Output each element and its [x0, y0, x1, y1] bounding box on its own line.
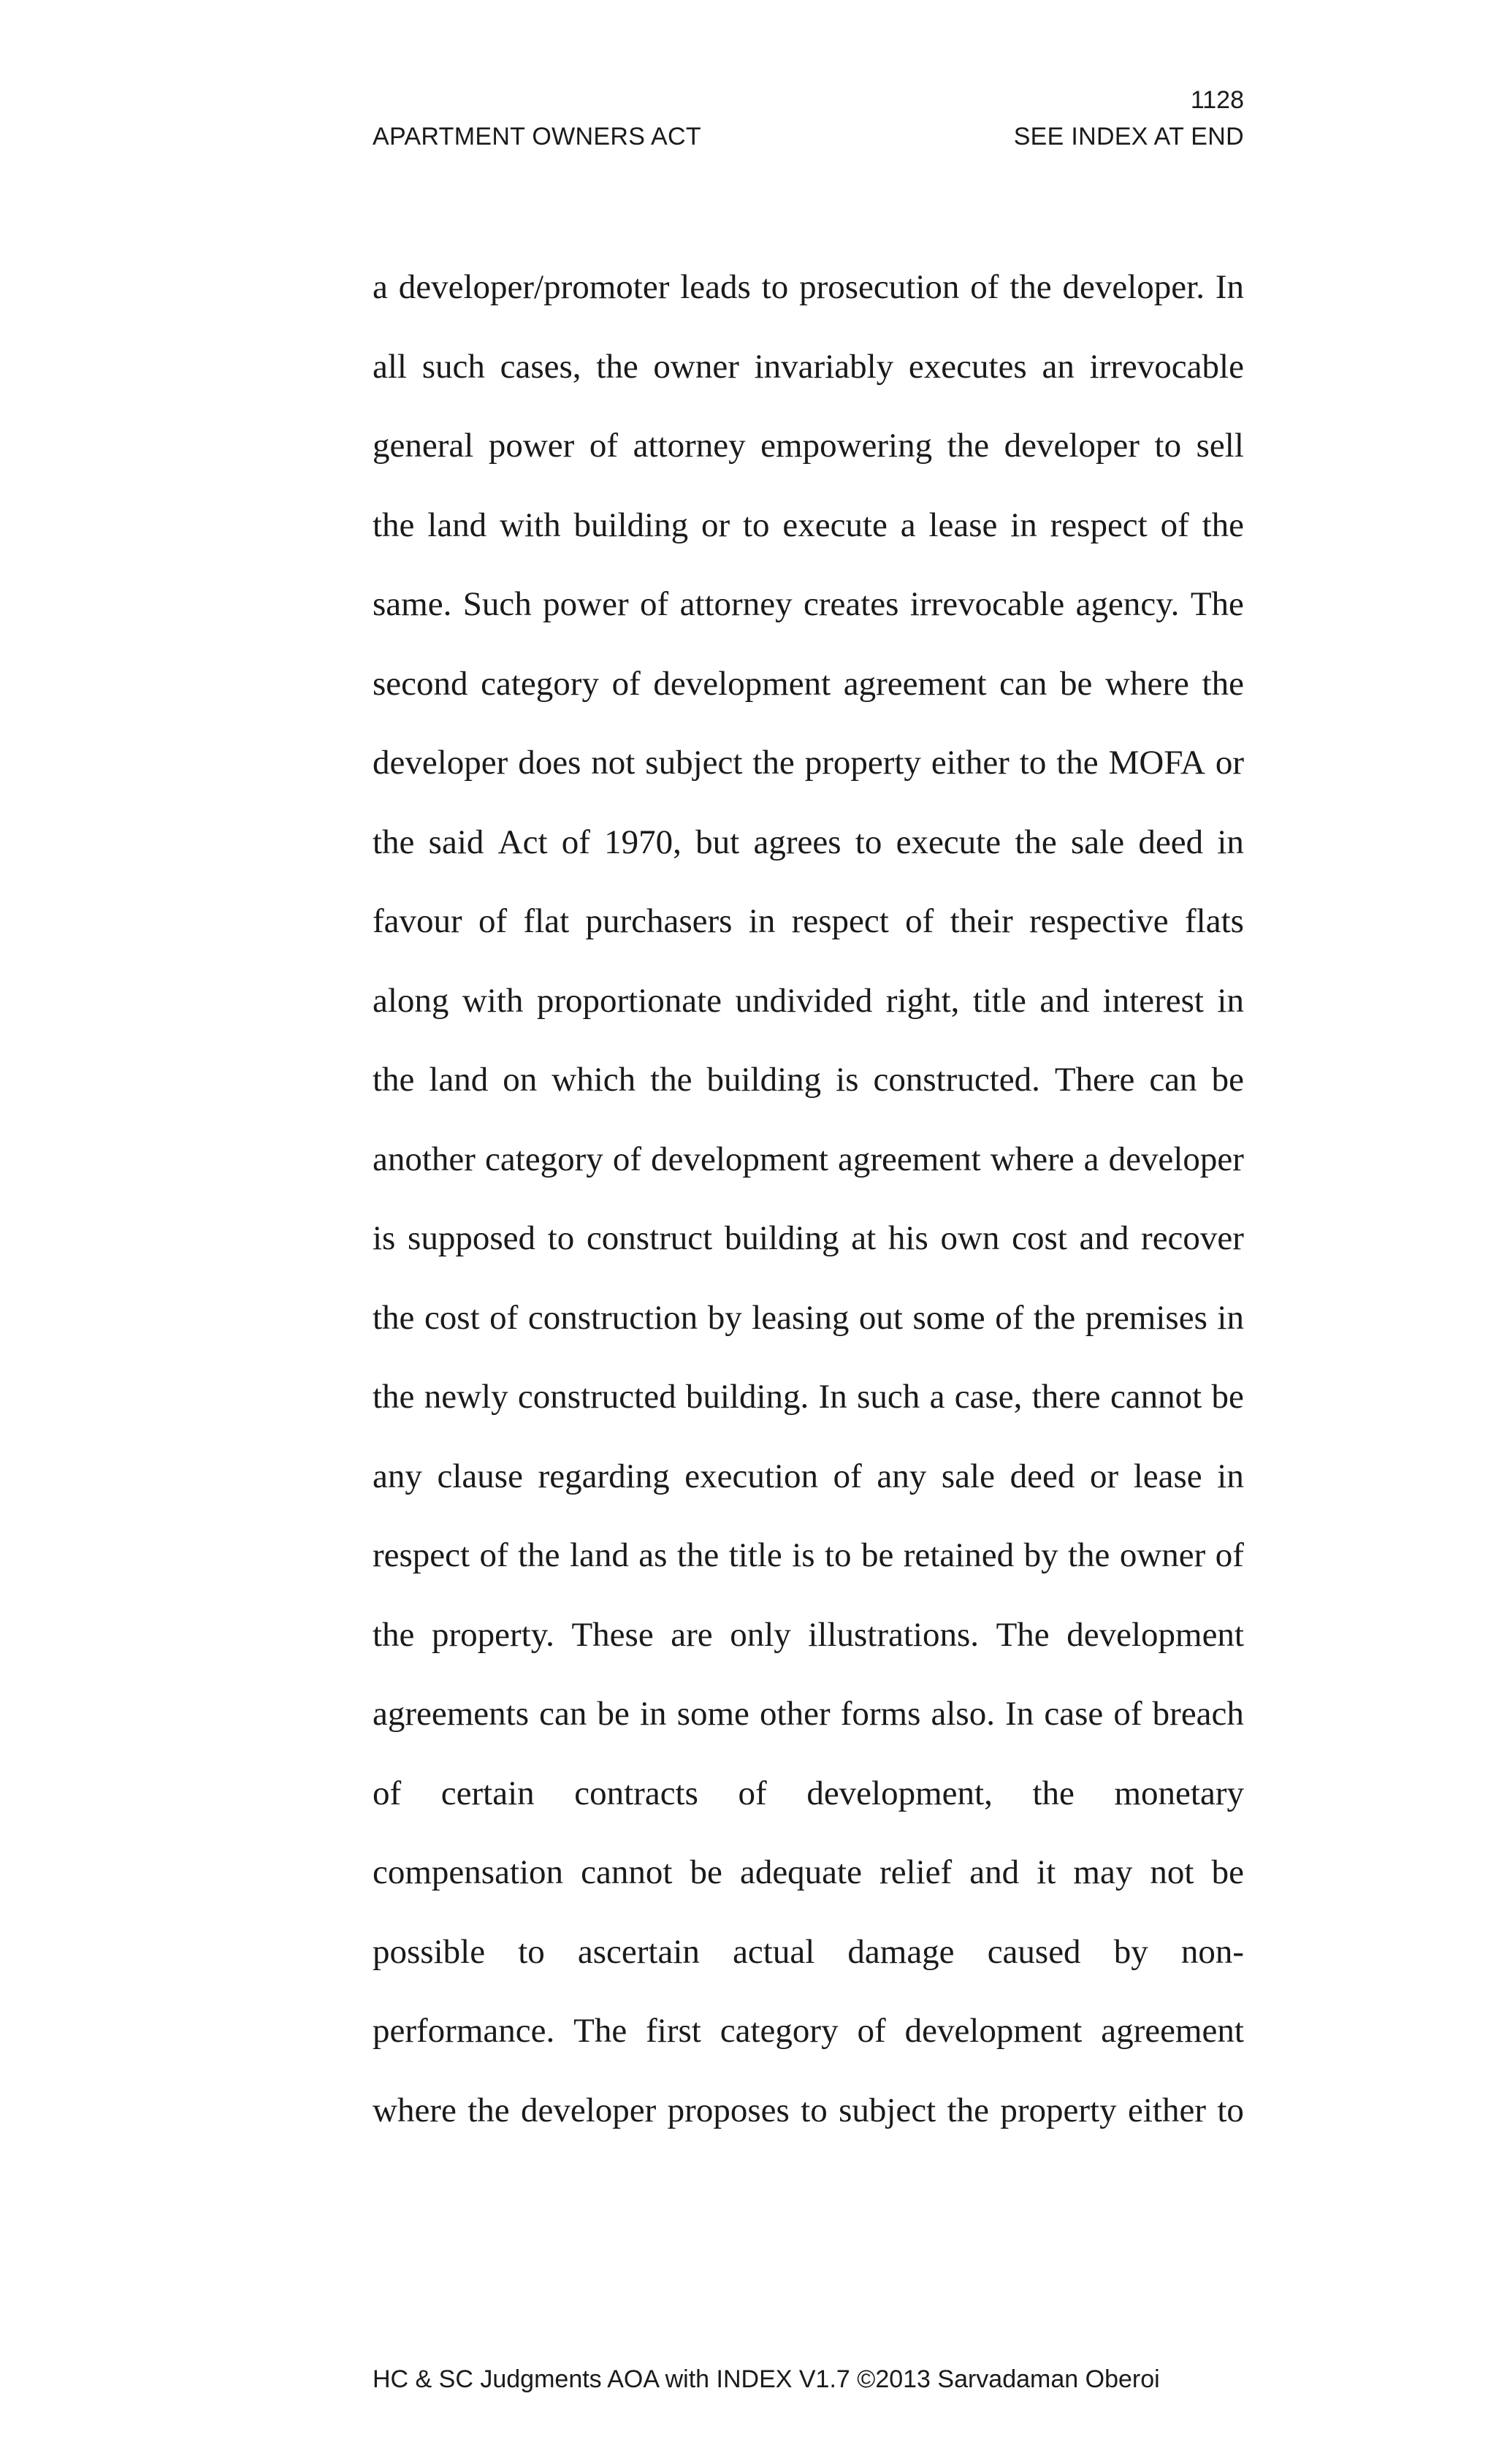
body-line	[373, 1847, 1244, 1926]
word: either	[931, 744, 1010, 782]
word: the	[1015, 823, 1057, 861]
word: category	[481, 664, 599, 703]
word: to	[761, 268, 789, 306]
body-line	[373, 896, 1244, 975]
word: development	[904, 2012, 1083, 2050]
word: subject	[839, 2091, 936, 2129]
word: monetary	[1114, 1774, 1244, 1812]
word: on	[503, 1061, 538, 1099]
word: construction	[527, 1298, 698, 1337]
word: agreements	[373, 1695, 530, 1733]
body-line	[373, 262, 1244, 341]
word: sell	[1196, 427, 1244, 465]
word: be	[1211, 1061, 1244, 1099]
word: interest	[1102, 981, 1204, 1020]
word: be	[1060, 664, 1093, 703]
word: right,	[885, 981, 960, 1020]
word: leads	[680, 268, 751, 306]
word: caused	[987, 1932, 1081, 1971]
word: the	[947, 2091, 990, 2129]
word: of	[640, 585, 669, 623]
word: of	[561, 823, 590, 861]
word: the	[1067, 1536, 1110, 1574]
word: development	[653, 664, 831, 703]
word: There	[1054, 1061, 1135, 1099]
word: property	[1000, 2091, 1117, 2129]
body-line	[373, 1371, 1244, 1451]
word: title	[728, 1536, 782, 1574]
body-line	[373, 2005, 1244, 2085]
word: 1970,	[604, 823, 682, 861]
word: are	[671, 1615, 713, 1654]
word: is	[792, 1536, 815, 1574]
page-number: 1128	[1190, 86, 1244, 114]
word: illustrations.	[808, 1615, 980, 1654]
word: of	[478, 902, 508, 940]
word: with	[500, 506, 561, 544]
word: The	[1190, 585, 1244, 623]
word: first	[646, 2012, 701, 2050]
word: at	[851, 1219, 877, 1257]
word: the	[468, 2091, 510, 2129]
body-line	[373, 1688, 1244, 1768]
body-line	[373, 1530, 1244, 1609]
word: and	[1039, 981, 1090, 1020]
word: where	[990, 1140, 1075, 1178]
word: undivided	[735, 981, 873, 1020]
word: owner	[1119, 1536, 1206, 1574]
body-line	[373, 1134, 1244, 1213]
word: in	[640, 1695, 667, 1733]
word: by	[707, 1298, 742, 1337]
word: sale	[1071, 823, 1125, 861]
word: to	[825, 1536, 852, 1574]
word: breach	[1152, 1695, 1244, 1733]
word: be	[690, 1853, 722, 1891]
word: category	[720, 2012, 839, 2050]
word: or	[701, 506, 730, 544]
body-line	[373, 1768, 1244, 1847]
word: land	[429, 1061, 489, 1099]
word: some	[676, 1695, 749, 1733]
word: may	[1073, 1853, 1133, 1891]
word: be	[1211, 1853, 1244, 1891]
word: to	[855, 823, 882, 861]
word: proportionate	[536, 981, 722, 1020]
word: and	[969, 1853, 1020, 1891]
body-line	[373, 658, 1244, 738]
word: category	[485, 1140, 603, 1178]
word: as	[638, 1536, 668, 1574]
body-line	[373, 1926, 1244, 2006]
word: supposed	[408, 1219, 535, 1257]
word: the	[752, 744, 795, 782]
word: to	[1019, 744, 1047, 782]
word: with	[462, 981, 524, 1020]
word: constructed	[517, 1378, 676, 1416]
word: power	[488, 427, 575, 465]
body-line	[373, 1609, 1244, 1689]
word: execute	[782, 506, 888, 544]
word: and	[1079, 1219, 1129, 1257]
word: respect	[373, 1536, 470, 1574]
word: second	[373, 664, 468, 703]
word: agreement	[1101, 2012, 1244, 2050]
word: own	[940, 1219, 1000, 1257]
word: respect	[791, 902, 889, 940]
word: of	[489, 1298, 519, 1337]
word: forms	[840, 1695, 921, 1733]
word: to	[801, 2091, 828, 2129]
word: proposes	[667, 2091, 790, 2129]
word: cases,	[500, 347, 581, 386]
word: cannot	[581, 1853, 673, 1891]
word: the	[1033, 1298, 1076, 1337]
word: the	[1056, 744, 1099, 782]
word: of	[738, 1774, 767, 1812]
word: there	[1031, 1378, 1101, 1416]
word: any	[373, 1457, 422, 1495]
word: respect	[1050, 506, 1148, 544]
word: agreement	[837, 1140, 981, 1178]
word: building	[706, 1061, 822, 1099]
word: of	[833, 1457, 862, 1495]
word: execution	[684, 1457, 818, 1495]
word: is	[373, 1219, 396, 1257]
word: an	[1042, 347, 1075, 386]
word: does	[518, 744, 581, 782]
word: the	[676, 1536, 720, 1574]
word: of	[612, 1140, 642, 1178]
word: a	[900, 506, 916, 544]
body-line	[373, 737, 1244, 817]
word: by	[1023, 1536, 1058, 1574]
word: the	[650, 1061, 692, 1099]
word: agreement	[843, 664, 987, 703]
word: such	[421, 347, 485, 386]
word: the	[1202, 664, 1244, 703]
word: building	[724, 1219, 839, 1257]
word: developer	[521, 2091, 657, 2129]
word: can	[539, 1695, 587, 1733]
word: in	[748, 902, 776, 940]
word: ascertain	[577, 1932, 700, 1971]
body-line	[373, 1213, 1244, 1292]
word: the	[373, 1298, 415, 1337]
word: the	[373, 823, 415, 861]
word: Act	[497, 823, 548, 861]
word: title	[972, 981, 1026, 1020]
word: contracts	[574, 1774, 698, 1812]
word: can	[1149, 1061, 1197, 1099]
word: irrevocable	[1089, 347, 1244, 386]
body-line	[373, 2085, 1244, 2164]
word: respective	[1029, 902, 1169, 940]
word: actual	[733, 1932, 815, 1971]
word: creates	[803, 585, 899, 623]
word: In	[1005, 1695, 1034, 1733]
body-paragraph	[373, 262, 1244, 2164]
word: in	[1217, 981, 1244, 1020]
word: all	[373, 347, 407, 386]
word: In	[818, 1378, 847, 1416]
word: which	[552, 1061, 636, 1099]
word: not	[591, 744, 636, 782]
word: said	[428, 823, 484, 861]
word: developer	[1004, 427, 1140, 465]
word: to	[1217, 2091, 1244, 2129]
word: constructed.	[873, 1061, 1040, 1099]
word: be	[1211, 1378, 1244, 1416]
word: the	[373, 1378, 415, 1416]
word: of	[1160, 506, 1189, 544]
body-line	[373, 420, 1244, 500]
word: development,	[806, 1774, 993, 1812]
word: relief	[879, 1853, 953, 1891]
word: damage	[847, 1932, 955, 1971]
word: their	[950, 902, 1013, 940]
word: developer	[1108, 1140, 1244, 1178]
word: The	[996, 1615, 1050, 1654]
word: in	[1217, 823, 1244, 861]
word: a	[929, 1378, 945, 1416]
word: to	[1154, 427, 1182, 465]
word: another	[373, 1140, 476, 1178]
word: of	[905, 902, 934, 940]
word: Such	[462, 585, 532, 623]
word: to	[742, 506, 770, 544]
word: cost	[1012, 1219, 1067, 1257]
word: deed	[1138, 823, 1204, 861]
word: purchasers	[585, 902, 733, 940]
word: premises	[1085, 1298, 1207, 1337]
word: developer.	[1062, 268, 1205, 306]
word: MOFA	[1108, 744, 1205, 782]
word: execute	[896, 823, 1001, 861]
word: the	[373, 1061, 415, 1099]
word: subject	[645, 744, 743, 782]
word: development	[651, 1140, 828, 1178]
word: not	[1150, 1853, 1194, 1891]
word: possible	[373, 1932, 486, 1971]
word: agency.	[1075, 585, 1180, 623]
word: to	[518, 1932, 545, 1971]
word: leasing	[752, 1298, 850, 1337]
word: prosecution	[799, 268, 960, 306]
word: of	[1215, 1536, 1244, 1574]
word: where	[373, 2091, 457, 2129]
word: in	[1217, 1298, 1244, 1337]
word: cannot	[1110, 1378, 1202, 1416]
word: building.	[685, 1378, 809, 1416]
word: the	[373, 506, 415, 544]
word: of	[995, 1298, 1024, 1337]
word: the	[373, 1615, 415, 1654]
word: same.	[373, 585, 452, 623]
word: also.	[931, 1695, 995, 1733]
word: only	[730, 1615, 791, 1654]
body-line	[373, 817, 1244, 896]
word: by	[1113, 1932, 1148, 1971]
word: agrees	[753, 823, 842, 861]
word: flats	[1185, 902, 1244, 940]
word: development	[1066, 1615, 1244, 1654]
word: non-	[1180, 1932, 1244, 1971]
word: or	[1089, 1457, 1119, 1495]
word: case	[1044, 1695, 1104, 1733]
word: of	[479, 1536, 508, 1574]
word: deed	[1010, 1457, 1075, 1495]
word: either	[1128, 2091, 1206, 2129]
body-line	[373, 1292, 1244, 1372]
word: newly	[424, 1378, 508, 1416]
page-footer: HC & SC Judgments AOA with INDEX V1.7 ©2013 Sarvadaman Oberoi	[373, 2365, 1160, 2393]
word: out	[858, 1298, 903, 1337]
word: invariably	[754, 347, 894, 386]
body-line	[373, 341, 1244, 421]
word: clause	[437, 1457, 523, 1495]
word: other	[760, 1695, 831, 1733]
word: along	[373, 981, 449, 1020]
word: a	[1083, 1140, 1099, 1178]
word: adequate	[739, 1853, 862, 1891]
word: lease	[928, 506, 998, 544]
word: certain	[440, 1774, 535, 1812]
word: recover	[1141, 1219, 1244, 1257]
body-line	[373, 1054, 1244, 1134]
word: general	[373, 427, 474, 465]
word: cost	[424, 1298, 480, 1337]
word: of	[611, 664, 641, 703]
word: the	[1010, 268, 1052, 306]
word: property	[804, 744, 921, 782]
word: it	[1037, 1853, 1056, 1891]
word: empowering	[760, 427, 933, 465]
word: his	[888, 1219, 928, 1257]
word: developer/promoter	[398, 268, 670, 306]
word: of	[857, 2012, 886, 2050]
word: in	[1010, 506, 1037, 544]
word: be	[597, 1695, 630, 1733]
word: but	[695, 823, 740, 861]
word: attorney	[679, 585, 793, 623]
body-line	[373, 500, 1244, 579]
word: construct	[586, 1219, 713, 1257]
word: the	[1032, 1774, 1075, 1812]
word: be	[860, 1536, 894, 1574]
word: irrevocable	[909, 585, 1065, 623]
word: to	[547, 1219, 575, 1257]
word: in	[1217, 1457, 1244, 1495]
word: regarding	[538, 1457, 670, 1495]
word: land	[427, 506, 487, 544]
body-line	[373, 975, 1244, 1055]
word: land	[569, 1536, 629, 1574]
word: or	[1215, 744, 1244, 782]
word: of	[1113, 1695, 1142, 1733]
word: lease	[1133, 1457, 1202, 1495]
word: performance.	[373, 2012, 555, 2050]
word: some	[912, 1298, 985, 1337]
word: building	[573, 506, 689, 544]
word: the	[518, 1536, 560, 1574]
body-line	[373, 579, 1244, 658]
word: any	[877, 1457, 927, 1495]
running-header-index-note: SEE INDEX AT END	[1013, 123, 1244, 150]
word: developer	[373, 744, 508, 782]
body-line	[373, 1451, 1244, 1530]
word: of	[589, 427, 619, 465]
word: attorney	[633, 427, 746, 465]
word: executes	[908, 347, 1027, 386]
word: of	[373, 1774, 402, 1812]
running-header-title: APARTMENT OWNERS ACT	[373, 123, 701, 150]
word: case,	[954, 1378, 1023, 1416]
word: flat	[523, 902, 570, 940]
word: can	[999, 664, 1047, 703]
word: such	[857, 1378, 920, 1416]
word: where	[1105, 664, 1189, 703]
word: favour	[373, 902, 462, 940]
word: power	[543, 585, 629, 623]
word: retained	[903, 1536, 1015, 1574]
word: of	[970, 268, 999, 306]
word: the	[1202, 506, 1244, 544]
word: property.	[431, 1615, 554, 1654]
word: the	[596, 347, 638, 386]
word: owner	[653, 347, 739, 386]
word: sale	[941, 1457, 995, 1495]
word: These	[571, 1615, 654, 1654]
word: the	[947, 427, 990, 465]
word: compensation	[373, 1853, 564, 1891]
word: a	[373, 268, 388, 306]
word: In	[1215, 268, 1244, 306]
word: The	[573, 2012, 627, 2050]
word: is	[836, 1061, 859, 1099]
